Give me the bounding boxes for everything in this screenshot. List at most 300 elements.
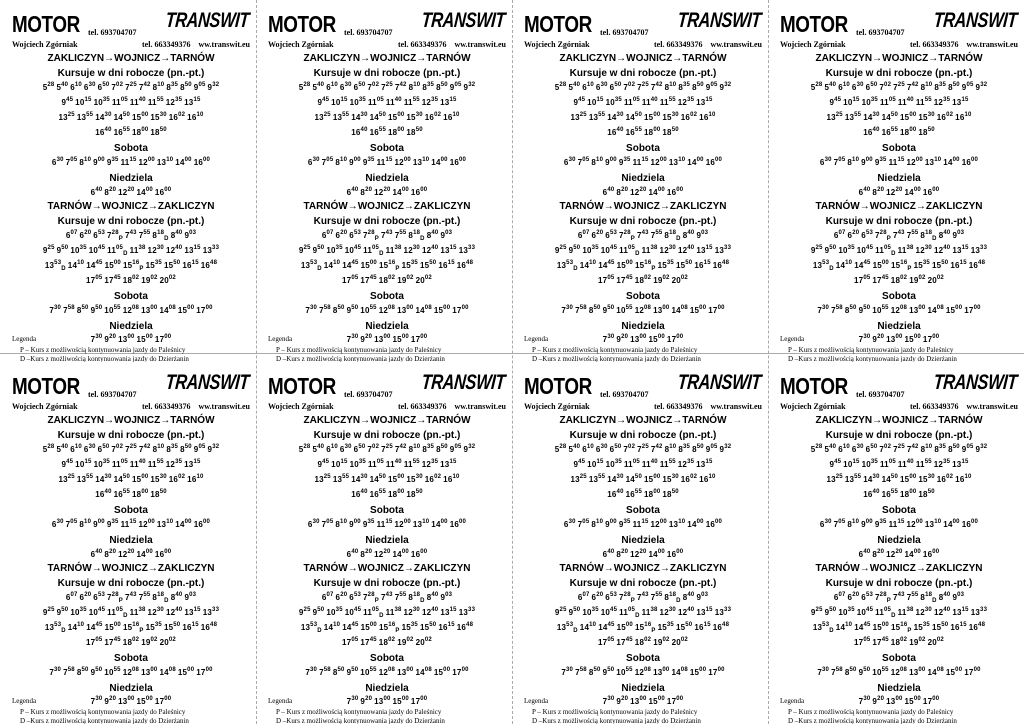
saturday-heading: Sobota <box>114 653 148 664</box>
route-heading-return: TARNÓW→WOJNICZ→ZAKLICZYN <box>559 201 727 212</box>
departure-time: 1115 <box>888 519 905 529</box>
departure-time: $14^{50}$ <box>625 112 642 122</box>
time-row <box>780 487 1018 502</box>
departure-time: $15^{00}$ <box>904 334 921 344</box>
departure-time: 1530 <box>406 474 423 484</box>
departure-time: 1615 <box>182 622 199 632</box>
time-row <box>524 110 762 125</box>
departure-time: 1035 <box>326 607 343 617</box>
saturday-heading: Sobota <box>626 653 660 664</box>
departure-time: $9^{03}$ <box>696 230 709 240</box>
departure-time: $12^{40}$ <box>933 245 951 255</box>
departure-time: $20^{02}$ <box>415 275 432 285</box>
legend-label: Legenda <box>524 697 549 705</box>
departure-time: $12^{30}$ <box>403 245 420 255</box>
weekdays-heading: Kursuje w dni robocze (pn.-pt.) <box>313 578 461 589</box>
departure-time: $15^{00}$ <box>433 305 451 315</box>
departure-time: 1445 <box>598 622 615 632</box>
departure-time: $6^{20}$ <box>335 230 348 240</box>
departure-time: 1700 <box>452 667 469 677</box>
departure-time: $15^{30}$ <box>918 112 935 122</box>
time-row <box>268 155 506 170</box>
time-row <box>780 243 1018 258</box>
departure-time: 840 <box>682 592 695 602</box>
departure-time: 1105 <box>367 459 384 469</box>
departure-time: $12^{20}$ <box>118 187 135 197</box>
departure-time: 925 <box>42 607 55 617</box>
motor-logo: MOTOR <box>268 373 336 399</box>
legend-note-d: D –Kurs z możliwością kontynuowania jazdy do Dzierżanin <box>788 717 957 724</box>
departure-time: $15^{16}_P$ <box>122 260 144 272</box>
departure-time: $18^{00}$ <box>900 127 917 137</box>
departure-time: $16^{00}$ <box>922 187 940 197</box>
departure-time: $7^{30}$ <box>602 334 615 344</box>
departure-time: $10^{35}$ <box>93 97 110 107</box>
departure-time: 1640 <box>863 489 880 499</box>
departure-time: 1802 <box>634 637 652 647</box>
departure-time: $6^{30}$ <box>51 157 64 167</box>
departure-time: 1530 <box>150 474 167 484</box>
departure-time: 1035 <box>861 459 878 469</box>
departure-time: 1850 <box>150 489 167 499</box>
departure-time: $10^{35}$ <box>605 97 622 107</box>
legend-note-p: P – Kurs z możliwością kontynuowania jazdy do Paleśnicy <box>788 708 954 716</box>
departure-time: $14^{00}$ <box>175 157 192 167</box>
departure-time: $6^{53}$ <box>861 230 874 240</box>
legend-note-p: P – Kurs z możliwością kontynuowania jazdy do Paleśnicy <box>20 346 186 354</box>
time-row <box>524 243 762 258</box>
departure-time: 1045 <box>344 607 362 617</box>
departure-time: 528 <box>810 444 823 454</box>
route-heading-return: TARNÓW→WOJNICZ→ZAKLICZYN <box>47 563 215 574</box>
departures-return-saturday <box>268 665 506 680</box>
saturday-heading: Sobota <box>114 505 148 516</box>
departure-time: 1640 <box>607 489 624 499</box>
time-row <box>12 517 250 532</box>
departure-time: 650 <box>865 444 878 454</box>
departure-time: $15^{16}_P$ <box>634 260 656 272</box>
time-row <box>12 185 250 200</box>
departure-time: $5^{28}$ <box>554 82 567 92</box>
legend-row <box>268 695 506 708</box>
departure-time: 1105D <box>363 607 384 619</box>
departure-time: 1015 <box>843 459 860 469</box>
contact-line <box>780 40 1018 52</box>
departure-time: 705 <box>833 519 846 529</box>
departure-time: $15^{00}$ <box>104 260 121 270</box>
owner-name: Wojciech Zgórniak <box>268 402 334 411</box>
website: ww.transwit.eu <box>454 40 506 49</box>
departures-outbound-sunday <box>268 185 506 200</box>
departure-time: 1315 <box>440 459 457 469</box>
departure-time: $6^{50}$ <box>609 82 622 92</box>
departure-time: 1430 <box>863 474 880 484</box>
time-row <box>268 95 506 110</box>
departure-time: $18^{00}$ <box>388 127 405 137</box>
departures-outbound-sunday <box>12 185 250 200</box>
departure-time: $14^{10}$ <box>835 260 853 270</box>
departure-time: 810 <box>847 519 860 529</box>
departure-time: $11^{05}_D$ <box>875 245 896 257</box>
departure-time: 1015 <box>587 459 604 469</box>
departure-time: $16^{00}$ <box>410 187 428 197</box>
departure-time: 1500 <box>945 667 963 677</box>
departure-time: $10^{15}$ <box>75 97 92 107</box>
departure-time: $6^{53}$ <box>349 230 362 240</box>
departure-time: $16^{55}$ <box>881 127 898 137</box>
time-row <box>780 665 1018 680</box>
departure-time: $7^{43}$ <box>124 230 137 240</box>
departure-time: $9^{25}$ <box>554 245 567 255</box>
departure-time: $11^{05}$ <box>879 97 896 107</box>
timetable-card <box>256 0 512 362</box>
route-heading-outbound: ZAKLICZYN→WOJNICZ→TARNÓW <box>47 415 215 426</box>
departure-time: 2002 <box>927 637 944 647</box>
departure-time: 1015 <box>75 459 92 469</box>
departure-time: 1355 <box>76 474 94 484</box>
departure-time: $5^{40}$ <box>824 82 837 92</box>
departure-time: $10^{55}$ <box>360 305 377 315</box>
departure-time: $5^{40}$ <box>56 82 69 92</box>
departure-time: 935 <box>874 519 887 529</box>
departure-time: 728P <box>107 592 123 604</box>
saturday-heading: Sobota <box>626 143 660 154</box>
departure-time: 1600 <box>705 519 723 529</box>
legend-label: Legenda <box>524 335 549 343</box>
departure-time: $10^{15}$ <box>331 97 348 107</box>
time-row <box>268 273 506 288</box>
departure-time: 653 <box>93 592 106 602</box>
departure-time: 935 <box>106 519 119 529</box>
departure-time: 1648 <box>968 622 986 632</box>
time-row <box>524 80 762 95</box>
departure-time: $13^{55}$ <box>76 112 94 122</box>
website: ww.transwit.eu <box>198 402 250 411</box>
departure-time: 1140 <box>129 459 146 469</box>
timetable-card <box>768 0 1024 362</box>
departure-time: 1045 <box>600 607 618 617</box>
departure-time: 620 <box>591 592 604 602</box>
departure-time: $6^{07}$ <box>321 230 334 240</box>
departure-time: 1500 <box>433 667 451 677</box>
departure-time: 950 <box>90 667 103 677</box>
departure-time: $15^{00}$ <box>689 305 707 315</box>
route-heading-outbound: ZAKLICZYN→WOJNICZ→TARNÓW <box>303 53 471 64</box>
time-row <box>268 110 506 125</box>
saturday-heading: Sobota <box>370 505 404 516</box>
time-row <box>780 273 1018 288</box>
departure-time: 818D <box>408 592 425 604</box>
departure-time: $8^{50}$ <box>588 305 601 315</box>
phone-number-2: tel. 663349376 <box>654 402 703 411</box>
saturday-heading: Sobota <box>626 291 660 302</box>
departure-time: $13^{00}$ <box>118 334 135 344</box>
departure-time: 1802 <box>890 637 908 647</box>
departures-return-sunday <box>780 695 1018 708</box>
departure-time: 810 <box>664 444 677 454</box>
departure-time: $7^{25}$ <box>637 82 649 92</box>
departure-time: 640 <box>858 549 871 559</box>
departure-time: $15^{50}$ <box>419 260 437 270</box>
card-header <box>524 6 762 36</box>
departure-time: 1208 <box>122 667 140 677</box>
departures-return-weekdays <box>12 228 250 288</box>
departure-time: 742 <box>906 444 919 454</box>
departure-time: 1800 <box>644 489 661 499</box>
departure-time: 1600 <box>666 549 684 559</box>
weekdays-heading: Kursuje w dni robocze (pn.-pt.) <box>313 430 461 441</box>
departure-time: 900 <box>349 519 361 529</box>
time-row <box>780 155 1018 170</box>
departure-time: $16^{00}$ <box>705 157 723 167</box>
time-row <box>268 635 506 650</box>
departures-outbound-weekdays <box>268 442 506 502</box>
legend-note-p: P – Kurs z możliwością kontynuowania jazdy do Paleśnicy <box>276 708 442 716</box>
time-row <box>12 333 250 346</box>
departure-time: 1610 <box>443 474 460 484</box>
departure-time: 1055 <box>872 667 889 677</box>
departure-time: $14^{08}$ <box>671 305 688 315</box>
departure-time: $11^{05}_D$ <box>107 245 128 257</box>
departure-time: $15^{35}$ <box>913 260 930 270</box>
departure-time: 1300 <box>141 667 158 677</box>
time-row <box>780 605 1018 620</box>
phone-number-1: tel. 693704707 <box>856 28 905 37</box>
transwit-logo: TRANSWIT <box>164 9 251 32</box>
departure-time: 920 <box>104 696 117 706</box>
departure-time: 905 <box>449 444 462 454</box>
departures-outbound-sunday <box>12 547 250 562</box>
website: ww.transwit.eu <box>198 40 250 49</box>
time-row <box>524 273 762 288</box>
departure-time: $14^{00}$ <box>943 157 960 167</box>
time-row <box>12 457 250 472</box>
departure-time: 1035 <box>349 459 366 469</box>
time-row <box>524 547 762 562</box>
departure-time: $12^{08}$ <box>634 305 652 315</box>
departure-time: 1902 <box>653 637 670 647</box>
departure-time: 1535 <box>913 622 930 632</box>
departure-time: $14^{00}$ <box>431 157 448 167</box>
departure-time: 1700 <box>154 696 172 706</box>
departure-time: $16^{15}$ <box>694 260 711 270</box>
departure-time: 1400 <box>175 519 192 529</box>
departure-time: 1035 <box>605 459 622 469</box>
departure-time: $15^{50}$ <box>163 260 181 270</box>
time-row <box>524 487 762 502</box>
departure-time: 1400 <box>431 519 448 529</box>
departure-time: $13^{00}$ <box>653 305 670 315</box>
time-row <box>12 243 250 258</box>
sunday-heading: Niedziela <box>621 683 665 694</box>
departure-time: $14^{30}$ <box>863 112 880 122</box>
departure-time: $9^{20}$ <box>872 334 885 344</box>
time-row <box>524 155 762 170</box>
departure-time: $18^{02}$ <box>378 275 396 285</box>
time-row <box>12 590 250 605</box>
departure-time: 1115 <box>120 519 137 529</box>
departure-time: $7^{28}_P$ <box>619 230 635 242</box>
departure-time: $12^{35}$ <box>677 97 695 107</box>
time-row <box>780 258 1018 273</box>
departure-time: $9^{25}$ <box>42 245 55 255</box>
departure-time: 1600 <box>193 519 211 529</box>
departure-time: 1516P <box>890 622 912 634</box>
phone-number-2: tel. 663349376 <box>910 402 959 411</box>
time-row <box>780 333 1018 346</box>
departure-time: 1230 <box>403 607 420 617</box>
contact-line <box>524 402 762 414</box>
departure-time: $14^{50}$ <box>113 112 130 122</box>
departure-time: $8^{50}$ <box>692 82 704 92</box>
card-header <box>12 368 250 398</box>
motor-logo: MOTOR <box>12 373 80 399</box>
departure-time: 1138 <box>641 607 658 617</box>
departure-time: $15^{50}$ <box>675 260 693 270</box>
legend-note-d: D –Kurs z możliwością kontynuowania jazdy do Dzierżanin <box>788 355 957 362</box>
time-row <box>524 620 762 635</box>
departure-time: 1138 <box>129 607 146 617</box>
legend-row <box>524 333 762 346</box>
departure-time: 742 <box>138 444 151 454</box>
departure-time: 1800 <box>900 489 917 499</box>
time-row <box>12 303 250 318</box>
departure-time: 820 <box>872 549 885 559</box>
legend-row <box>780 333 1018 346</box>
departure-time: 1353D <box>44 622 66 634</box>
time-row <box>268 665 506 680</box>
departure-time: 820 <box>360 549 373 559</box>
departure-time: 1235 <box>165 459 183 469</box>
departure-time: $13^{55}$ <box>332 112 350 122</box>
departure-time: 1700 <box>666 696 684 706</box>
departure-time: 702 <box>879 444 892 454</box>
time-row <box>12 110 250 125</box>
departure-time: $6^{10}$ <box>326 82 338 92</box>
departure-time: $9^{50}$ <box>824 245 837 255</box>
departure-time: 653 <box>605 592 618 602</box>
departure-time: $7^{43}$ <box>636 230 649 240</box>
departure-time: 1705 <box>598 637 615 647</box>
legend-row <box>12 695 250 708</box>
departure-time: $9^{32}$ <box>719 82 732 92</box>
legend-note-d: D –Kurs z możliwością kontynuowania jazdy do Dzierżanin <box>532 717 701 724</box>
time-row <box>780 472 1018 487</box>
departure-time: 1105 <box>879 459 896 469</box>
departures-return-saturday <box>268 303 506 318</box>
departure-time: 1802 <box>378 637 396 647</box>
departure-time: $6^{50}$ <box>865 82 878 92</box>
transwit-logo: TRANSWIT <box>676 371 763 394</box>
website: ww.transwit.eu <box>966 40 1018 49</box>
departure-time: $10^{35}$ <box>582 245 599 255</box>
departure-time: $9^{20}$ <box>360 334 373 344</box>
departure-time: $8^{40}$ <box>682 230 695 240</box>
legend-row <box>268 333 506 346</box>
departures-outbound-weekdays <box>268 80 506 140</box>
departure-time: $15^{50}$ <box>931 260 949 270</box>
departure-time: 1230 <box>659 607 676 617</box>
owner-name: Wojciech Zgórniak <box>780 402 846 411</box>
departure-time: $8^{50}$ <box>948 82 960 92</box>
departure-time: 1500 <box>904 696 921 706</box>
timetable-card <box>768 362 1024 724</box>
departure-time: 640 <box>346 549 359 559</box>
departure-time: 1300 <box>653 667 670 677</box>
departure-time: 1315 <box>696 459 713 469</box>
departure-time: 1410 <box>323 622 341 632</box>
departure-time: $17^{00}$ <box>922 334 940 344</box>
departure-time: 945 <box>829 459 842 469</box>
departure-time: $6^{30}$ <box>83 82 96 92</box>
departure-time: 1850 <box>662 489 679 499</box>
time-row <box>524 333 762 346</box>
departure-time: $12^{08}$ <box>890 305 908 315</box>
departure-time: 1230 <box>147 607 164 617</box>
departure-time: 935 <box>618 519 631 529</box>
departure-time: $13^{33}$ <box>458 245 476 255</box>
departure-time: $16^{10}$ <box>187 112 204 122</box>
departure-time: 1140 <box>385 459 402 469</box>
departures-outbound-saturday <box>524 155 762 170</box>
departure-time: $7^{28}_P$ <box>363 230 379 242</box>
card-header <box>12 6 250 36</box>
time-row <box>780 457 1018 472</box>
weekdays-heading: Kursuje w dni robocze (pn.-pt.) <box>57 68 205 79</box>
departure-time: $6^{20}$ <box>847 230 860 240</box>
weekdays-heading: Kursuje w dni robocze (pn.-pt.) <box>57 430 205 441</box>
departure-time: $14^{45}$ <box>598 260 615 270</box>
motor-logo: MOTOR <box>12 11 80 37</box>
departure-time: $12^{08}$ <box>378 305 396 315</box>
sunday-heading: Niedziela <box>109 535 153 546</box>
departure-time: 758 <box>63 667 75 677</box>
departure-time: 840 <box>938 592 951 602</box>
departure-time: 1045 <box>88 607 106 617</box>
departure-time: 1902 <box>397 637 414 647</box>
departure-time: 850 <box>436 444 448 454</box>
departure-time: $8^{10}$ <box>664 82 677 92</box>
departure-time: 1325 <box>58 474 75 484</box>
departure-time: $20^{02}$ <box>159 275 176 285</box>
departure-time: $12^{35}$ <box>933 97 951 107</box>
departure-time: 1600 <box>154 549 172 559</box>
departure-time: 743 <box>636 592 649 602</box>
departure-time: 1035 <box>70 607 87 617</box>
departure-time: $11^{15}$ <box>632 157 649 167</box>
departure-time: 607 <box>833 592 846 602</box>
departure-time: 1500 <box>872 622 889 632</box>
departure-time: $9^{00}$ <box>861 157 873 167</box>
departure-time: 1600 <box>922 549 940 559</box>
departure-time: $18^{02}$ <box>122 275 140 285</box>
phone-number-1: tel. 693704707 <box>600 28 649 37</box>
departure-time: $13^{53}_D$ <box>556 260 578 272</box>
time-row <box>780 110 1018 125</box>
departure-time: $16^{00}$ <box>154 187 172 197</box>
legend-label: Legenda <box>12 335 37 343</box>
departure-time: $12^{40}$ <box>677 245 695 255</box>
departures-return-saturday <box>524 303 762 318</box>
departure-time: 650 <box>353 444 366 454</box>
departure-time: 1500 <box>392 696 409 706</box>
departure-time: 725 <box>893 444 905 454</box>
departure-time: 1200 <box>650 519 667 529</box>
weekdays-heading: Kursuje w dni robocze (pn.-pt.) <box>57 216 205 227</box>
departure-time: 903 <box>440 592 453 602</box>
departure-time: $7^{42}$ <box>906 82 919 92</box>
departure-time: $13^{15}$ <box>952 97 969 107</box>
